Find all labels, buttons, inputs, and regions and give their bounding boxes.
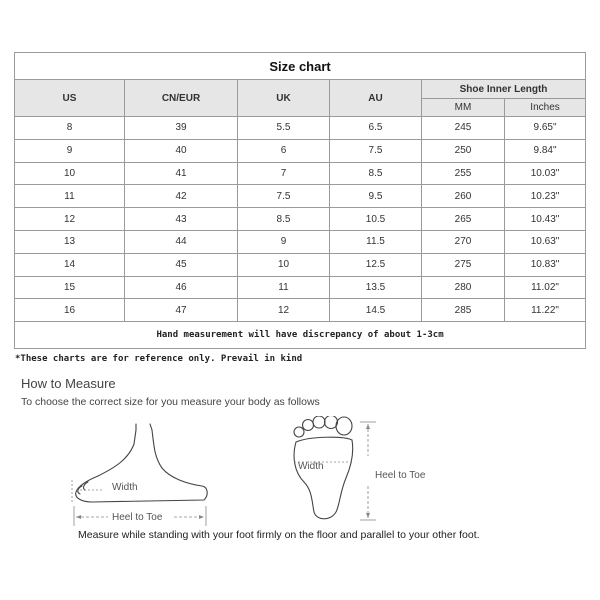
sole-width-label: Width	[298, 461, 324, 472]
table-cell: 15	[15, 276, 125, 299]
table-cell: 11.22"	[505, 299, 586, 322]
table-cell: 10	[15, 162, 125, 185]
table-cell: 275	[422, 253, 505, 276]
table-cell: 10.5	[330, 208, 422, 231]
table-cell: 14	[15, 253, 125, 276]
table-row	[15, 276, 586, 299]
table-cell: 12	[15, 208, 125, 231]
table-cell: 255	[422, 162, 505, 185]
table-title: Size chart	[15, 53, 586, 80]
table-cell: 260	[422, 185, 505, 208]
side-width-label: Width	[112, 482, 138, 493]
table-cell: 7.5	[238, 185, 330, 208]
table-cell: 10.23"	[505, 185, 586, 208]
table-cell: 39	[125, 117, 238, 140]
table-cell: 9.65"	[505, 117, 586, 140]
header-shoe-inner-length: Shoe Inner Length	[422, 80, 586, 99]
subheader-inches: Inches	[505, 99, 586, 117]
table-cell: 40	[125, 139, 238, 162]
toe-fourth	[303, 420, 314, 431]
table-cell: 13.5	[330, 276, 422, 299]
table-cell: 10.83"	[505, 253, 586, 276]
toe-pinky	[294, 427, 304, 437]
table-cell: 10	[238, 253, 330, 276]
table-row	[15, 162, 586, 185]
table-cell: 12.5	[330, 253, 422, 276]
how-to-measure-subtitle: To choose the correct size for you measure your body as follows	[21, 396, 320, 408]
header-us: US	[15, 80, 125, 117]
table-cell: 10.43"	[505, 208, 586, 231]
subheader-mm: MM	[422, 99, 505, 117]
table-cell: 8	[15, 117, 125, 140]
table-cell: 44	[125, 230, 238, 253]
table-cell: 265	[422, 208, 505, 231]
table-cell: 250	[422, 139, 505, 162]
table-cell: 12	[238, 299, 330, 322]
reference-note: *These charts are for reference only. Prevail in kind	[15, 354, 303, 364]
table-cell: 10.63"	[505, 230, 586, 253]
table-row	[15, 253, 586, 276]
sole-outline	[294, 437, 353, 519]
side-length-label: Heel to Toe	[112, 512, 163, 523]
table-row	[15, 299, 586, 322]
table-cell: 280	[422, 276, 505, 299]
table-cell: 7.5	[330, 139, 422, 162]
table-row	[15, 185, 586, 208]
table-cell: 46	[125, 276, 238, 299]
table-row	[15, 230, 586, 253]
table-footnote: Hand measurement will have discrepancy of about 1-3cm	[15, 322, 586, 349]
table-cell: 6	[238, 139, 330, 162]
size-chart-table	[14, 52, 586, 349]
table-cell: 270	[422, 230, 505, 253]
table-cell: 5.5	[238, 117, 330, 140]
table-cell: 9	[15, 139, 125, 162]
header-cn-eur: CN/EUR	[125, 80, 238, 117]
table-cell: 42	[125, 185, 238, 208]
how-to-measure-title: How to Measure	[21, 376, 116, 391]
table-cell: 6.5	[330, 117, 422, 140]
table-cell: 9	[238, 230, 330, 253]
header-au: AU	[330, 80, 422, 117]
table-cell: 47	[125, 299, 238, 322]
foot-side-outline	[76, 430, 208, 502]
table-row	[15, 117, 586, 140]
table-cell: 11	[15, 185, 125, 208]
header-uk: UK	[238, 80, 330, 117]
table-cell: 285	[422, 299, 505, 322]
table-cell: 9.5	[330, 185, 422, 208]
sole-length-label: Heel to Toe	[375, 470, 426, 481]
toe-big	[336, 417, 352, 435]
table-cell: 7	[238, 162, 330, 185]
table-cell: 43	[125, 208, 238, 231]
table-row	[15, 139, 586, 162]
table-cell: 11.5	[330, 230, 422, 253]
table-cell: 14.5	[330, 299, 422, 322]
table-cell: 10.03"	[505, 162, 586, 185]
table-cell: 16	[15, 299, 125, 322]
table-cell: 9.84"	[505, 139, 586, 162]
table-cell: 45	[125, 253, 238, 276]
table-cell: 8.5	[330, 162, 422, 185]
toe-third	[313, 416, 325, 428]
table-cell: 8.5	[238, 208, 330, 231]
table-body	[15, 117, 586, 322]
table-row	[15, 208, 586, 231]
measure-instruction: Measure while standing with your foot firmly on the floor and parallel to your other foot.	[78, 529, 480, 541]
table-cell: 11.02"	[505, 276, 586, 299]
table-cell: 13	[15, 230, 125, 253]
table-cell: 41	[125, 162, 238, 185]
table-cell: 245	[422, 117, 505, 140]
table-cell: 11	[238, 276, 330, 299]
